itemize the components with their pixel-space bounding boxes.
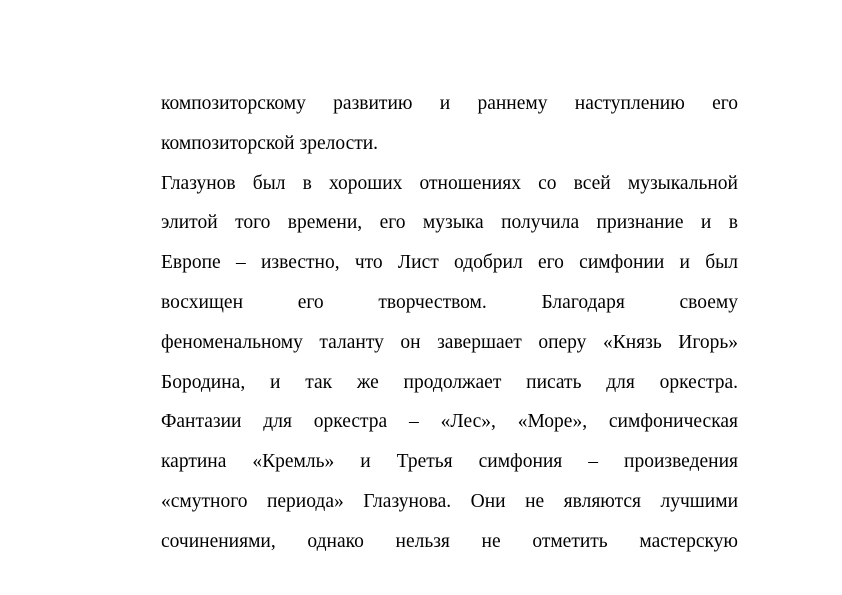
text-line-6: восхищен его творчеством. Благодаря своему	[161, 291, 738, 313]
text-line-3: Глазунов был в хороших отношениях со всей музыкальной	[161, 172, 738, 194]
text-line-9: Фантазии для оркестра – «Лес», «Море», симфоническая	[161, 411, 738, 433]
text-line-8: Бородина, и так же продолжает писать для оркестра.	[161, 371, 738, 393]
text-line-7: феноменальному таланту он завершает оперу «Князь Игорь»	[161, 331, 738, 353]
text-line-11: «смутного периода» Глазунова. Они не являются лучшими	[161, 490, 738, 512]
text-line-1: композиторскому развитию и раннему наступлению его	[161, 93, 738, 114]
text-line-4: элитой того времени, его музыка получила признание и в	[161, 212, 738, 234]
body-text	[161, 84, 738, 562]
text-line-2: композиторской зрелости.	[161, 132, 379, 154]
text-line-12: сочинениями, однако нельзя не отметить мастерскую	[161, 530, 738, 552]
text-line-5: Европе – известно, что Лист одобрил его симфонии и был	[161, 252, 738, 274]
text-line-10: картина «Кремль» и Третья симфония – произведения	[161, 451, 738, 473]
